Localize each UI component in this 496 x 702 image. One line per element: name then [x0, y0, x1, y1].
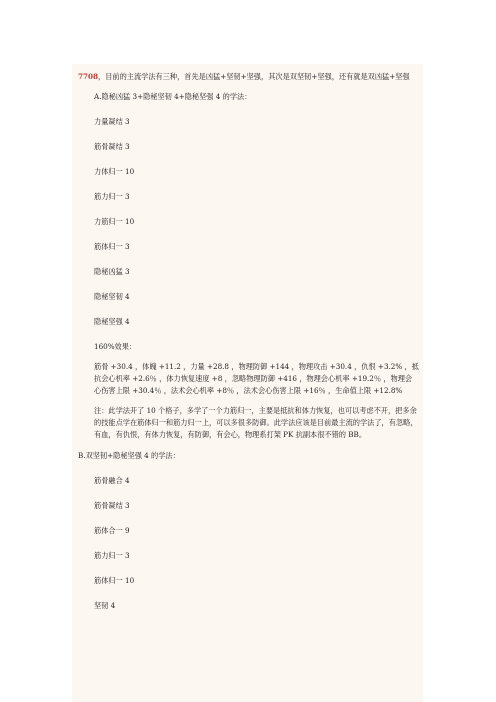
list-item: 坚韧 4: [94, 601, 116, 610]
list-item: 筋体归一 10: [94, 576, 135, 585]
list-item: 筋骨融合 4: [94, 476, 130, 485]
list-item: 筋力归一 3: [94, 551, 130, 560]
document-panel: [72, 64, 423, 702]
intro-paragraph: [78, 70, 419, 83]
note-text: 注：此学法开了 10 个格子，多学了一个力筋归一，主要是抵抗和体力恢复，也可以考虑不开，把多余的技能点学在筋体归一和筋力归一上，可以多很多防御。此学法应该是目前最主流的学法了，有忽略，有血，有仇恨，有体力恢复，有防御，有会心，物理系打架 PK 抗副本很不错的 BB。: [94, 406, 418, 439]
effect-text: 筋骨 +30.4 ，体魄 +11.2 ，力量 +28.8 ，物理防御 +144 ，物理攻击 +30.4 ，仇恨 +3.2% ，抵抗会心机率 +2.6％ ，体力恢复速度 +8 ，忽略物理防御 +416 ，物理会心机率 +19.2％ ，物理会心伤害上限 +30.4％ ，法术会心机率 +8％ ，法术会心伤害上限 +16％ ，生命值上限 +12.8%: [94, 362, 419, 395]
list-item: 力筋归一 10: [94, 217, 135, 226]
list-item: 筋体合一 9: [94, 526, 130, 535]
document-content: [72, 64, 423, 612]
list-item: 力量凝结 3: [94, 117, 130, 126]
section-b-list: [78, 474, 419, 612]
list-item: 筋骨凝结 3: [94, 142, 130, 151]
section-b-heading: B.双坚韧+隐秘坚强 4 的学法：: [78, 451, 180, 460]
intro-text: ，目前的主流学法有三种，首先是凶猛+坚韧+坚强，其次是双坚韧+坚强，还有就是双凶猛+坚强: [98, 72, 410, 81]
section-a-heading: A.隐秘凶猛 3+隐秘坚韧 4+隐秘坚强 4 的学法：: [94, 92, 252, 101]
list-item: 隐秘坚强 4: [94, 317, 130, 326]
effect-title: 160%效果：: [94, 342, 137, 351]
list-item: 筋力归一 3: [94, 192, 130, 201]
list-item: 力体归一 10: [94, 167, 135, 176]
section-a-list: [78, 115, 419, 328]
list-item: 隐秘坚韧 4: [94, 292, 130, 301]
list-item: 筋骨凝结 3: [94, 501, 130, 510]
list-item: 隐秘凶猛 3: [94, 267, 130, 276]
post-number: 7708: [78, 72, 99, 81]
list-item: 筋体归一 3: [94, 242, 130, 251]
